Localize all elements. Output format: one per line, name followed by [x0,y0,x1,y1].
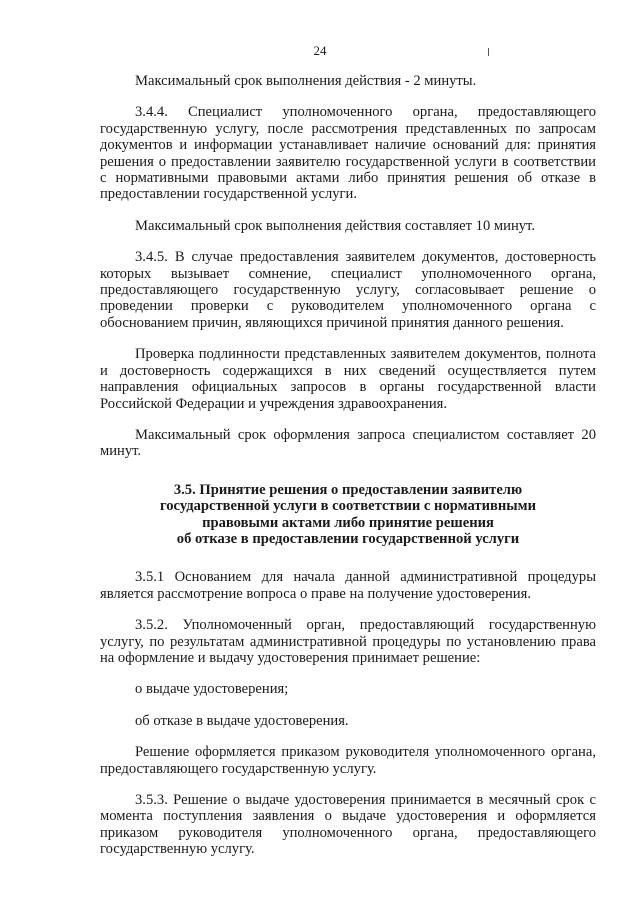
paragraph: 3.5.1 Основанием для начала данной административной процедуры является рассмотрение вопроса о праве на получение удостоверения. [100,569,596,602]
paragraph: Максимальный срок выполнения действия - 2 минуты. [135,73,477,89]
section-heading-line: 3.5. Принятие решения о предоставлении заявителю [173,481,523,498]
page-body [100,73,596,858]
section-heading [100,482,596,548]
paragraph: 3.5.2. Уполномоченный орган, предоставляющий государственную услугу, по результатам административной процедуры по установлению права на оформление и выдачу удостоверения принимает решение: [100,617,596,666]
paragraph: Решение оформляется приказом руководителя уполномоченного органа, предоставляющего государственную услугу. [100,744,596,777]
paragraph: 3.5.3. Решение о выдаче удостоверения принимается в месячный срок с момента поступления заявления о выдаче удостоверения и оформляется приказом руководителя уполномоченного органа, предоставляющего государственную услугу. [100,792,596,858]
list-item: о выдаче удостоверения; [135,681,289,698]
list-item: об отказе в выдаче удостоверения. [135,712,349,729]
section-heading-line: государственной услуги в соответствии с нормативными [159,498,537,515]
section-heading-line: правовыми актами либо принятие решения [202,514,494,531]
paragraph: 3.4.5. В случае предоставления заявителем документов, достоверность которых вызывает сомнение, специалист уполномоченного органа, предоставляющего государственную услугу, согласовывает решение о проведении проверки с руководителем уполномоченного органа с обоснованием причин, являющихся причиной принятия данного решения. [100,249,596,331]
paragraph: Максимальный срок оформления запроса специалистом составляет 20 минут. [100,426,596,460]
paragraph: Проверка подлинности представленных заявителем документов, полнота и достоверность содержащихся в них сведений осуществляется путем направления официальных запросов в органы государственной власти Российской Федерации и учреждения здравоохранения. [100,346,596,412]
paragraph: Максимальный срок выполнения действия составляет 10 минут. [135,217,535,234]
page-number: 24 [313,43,327,58]
section-heading-line: об отказе в предоставлении государственной услуги [176,530,520,547]
paragraph: 3.4.4. Специалист уполномоченного органа, предоставляющего государственную услугу, после рассмотрения представленных по запросам документов и информации устанавливает наличие оснований для: принятия решения о предоставлении заявителю государственной услуги в соответствии с нормативными правовыми актами либо принятия решения об отказе в предоставлении государственной услуги. [100,104,596,203]
